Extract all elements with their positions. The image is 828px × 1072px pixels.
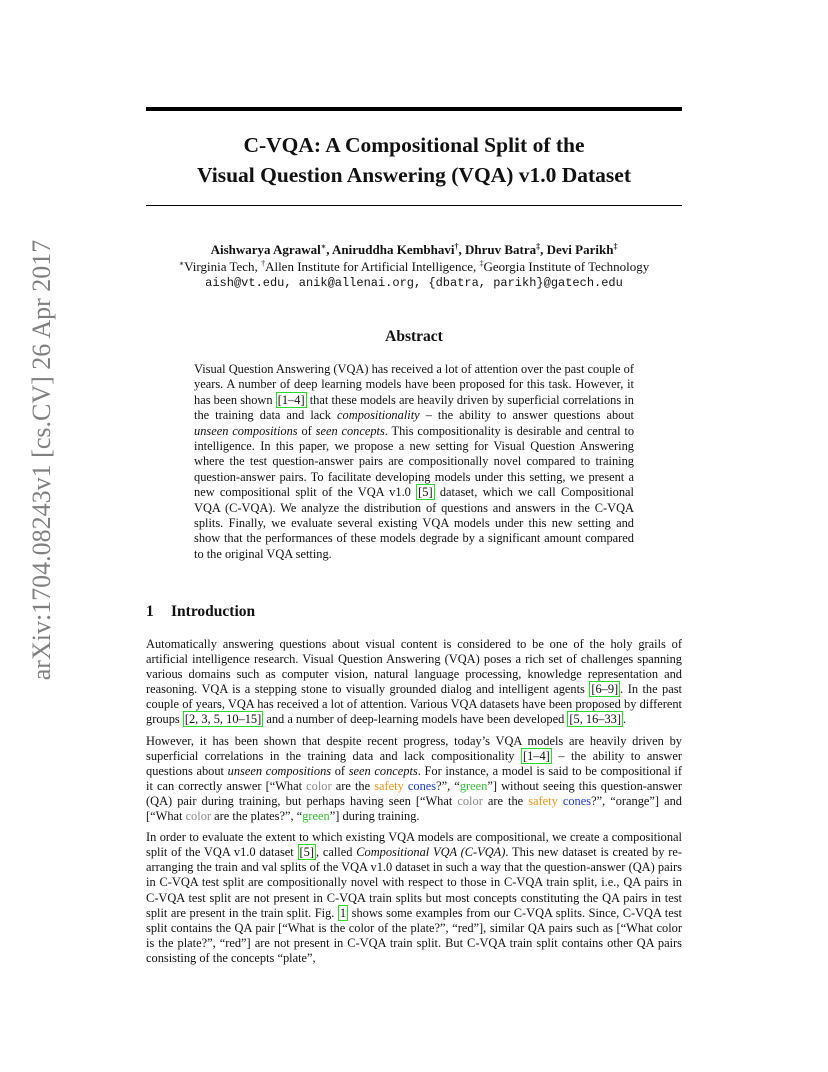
section-title: Introduction [171, 603, 256, 620]
abstract-heading: Abstract [385, 328, 443, 345]
title-line-1: C-VQA: A Compositional Split of the [243, 133, 585, 157]
author-name: Aniruddha Kembhavi [332, 242, 455, 257]
colored-word: green [302, 809, 330, 824]
abstract-paragraph: Visual Question Answering (VQA) has received a lot of attention over the past couple of years. A number of deep learning models have been proposed for this task. However, it has been shown [1–4] that these models are heavily driven by superficial correlations in the training data and lack compositionality – the ability to answer questions about unseen compositions of seen concepts. This compositionality is desirable and central to intelligence. In this paper, we propose a new setting for Visual Question Answering where the test question-answer pairs are compositionally novel compared to training question-answer pairs. To facilitate developing models under this setting, we present a new compositional split of the VQA v1.0 [5] dataset, which we call Compositional VQA (C-VQA). We analyze the distribution of questions and answers in the C-VQA splits. Finally, we evaluate several existing VQA models under this new setting and show that the performances of these models degrade by a significant amount compared to the original VQA setting. [194, 362, 635, 561]
paper-title [146, 130, 682, 190]
affiliation-mark: † [261, 259, 266, 268]
citation-link[interactable]: [6–9] [591, 682, 619, 697]
affiliation-mark: ‡ [613, 242, 618, 251]
citation-link[interactable]: [5] [418, 485, 433, 500]
colored-word: color [185, 809, 212, 824]
affiliation-mark: ∗ [178, 259, 185, 268]
section-heading [146, 603, 255, 621]
author-list: Aishwarya Agrawal∗, Aniruddha Kembhavi†, Dhruv Batra‡, Devi Parikh‡ [210, 242, 618, 257]
citation-link[interactable]: [1–4] [522, 748, 550, 763]
title-top-rule [146, 107, 682, 111]
affiliation-mark: ∗ [320, 242, 327, 251]
author-emails: aish@vt.edu, anik@allenai.org, {dbatra, parikh}@gatech.edu [205, 276, 623, 290]
arxiv-identifier-stamp: arXiv:1704.08243v1 [cs.CV] 26 Apr 2017 [27, 239, 56, 681]
citation-link[interactable]: [2, 3, 5, 10–15] [184, 712, 262, 727]
author-name: Dhruv Batra [464, 242, 537, 257]
affiliation-mark: ‡ [479, 259, 484, 268]
colored-word: color [306, 778, 332, 793]
institution: Virginia Tech, [184, 259, 262, 274]
title-line-2: Visual Question Answering (VQA) v1.0 Dataset [197, 163, 631, 187]
affiliation-mark: ‡ [536, 242, 541, 251]
citation-link[interactable]: [5, 16–33] [569, 712, 621, 727]
colored-word: safety [374, 778, 404, 793]
body-paragraph: In order to evaluate the extent to which existing VQA models are compositional, we create a compositional split of the VQA v1.0 dataset [5] , called Compositional VQA (C-VQA). This new dataset is created by re-arranging the train and val splits of the VQA v1.0 dataset in such a way that the question-answer (QA) pairs in C-VQA test split are compositionally novel with respect to those in C-VQA train split, i.e., QA pairs in C-VQA test split are not present in C-VQA train splits but most concepts constituting the QA pairs in test split are present in the train split. Fig. 1 shows some examples from our C-VQA splits. Since, C-VQA test split contains the QA pair [“What is the color of the plate?”, “red”], similar QA pairs such as [“What color is the plate?”, “red”] are not present in C-VQA train split. But C-VQA train split contains other QA pairs consisting of the concepts “plate”, [146, 830, 682, 965]
abstract-body [194, 362, 634, 562]
figure-reference-link[interactable]: 1 [339, 905, 347, 920]
body-paragraph: However, it has been shown that despite recent progress, today’s VQA models are heavily driven by superficial correlations in the training data and lack compositionality [1–4] – the ability to answer questions about unseen compositions of seen concepts. For instance, a model is said to be compositional if it can correctly answer [“What color are the safety cones?”, “green”] without seeing this question-answer (QA) pair during training, but perhaps having seen [“What color are the safety cones?”, “orange”] and [“What color are the plates?”, “green”] during training. [146, 733, 682, 824]
colored-word: cones [407, 778, 437, 793]
colored-word: green [459, 778, 488, 793]
affiliation-mark: † [454, 242, 459, 251]
institution: Georgia Institute of Technology [483, 259, 650, 274]
citation-link[interactable]: [1–4] [277, 392, 305, 407]
introduction-body [146, 637, 682, 972]
institution: Allen Institute for Artificial Intelligence, [265, 259, 480, 274]
citation-link[interactable]: [5] [299, 845, 314, 860]
colored-word: cones [562, 793, 592, 808]
author-name: Aishwarya Agrawal [210, 242, 321, 257]
author-name: Devi Parikh [546, 242, 614, 257]
body-paragraph: Automatically answering questions about visual content is considered to be one of the holy grails of artificial intelligence research. Visual Question Answering (VQA) poses a rich set of challenges spanning various domains such as computer vision, natural language processing, knowledge representation and reasoning. VQA is a stepping stone to visually grounded dialog and intelligent agents [6–9] . In the past couple of years, VQA has received a lot of attention. Various VQA datasets have been proposed by different groups [2, 3, 5, 10–15] and a number of deep-learning models have been developed [5, 16–33] . [146, 637, 683, 727]
colored-word: color [457, 793, 483, 808]
section-number: 1 [146, 603, 154, 620]
affiliations [146, 258, 682, 275]
title-bottom-rule [146, 205, 682, 206]
colored-word: safety [528, 793, 558, 808]
